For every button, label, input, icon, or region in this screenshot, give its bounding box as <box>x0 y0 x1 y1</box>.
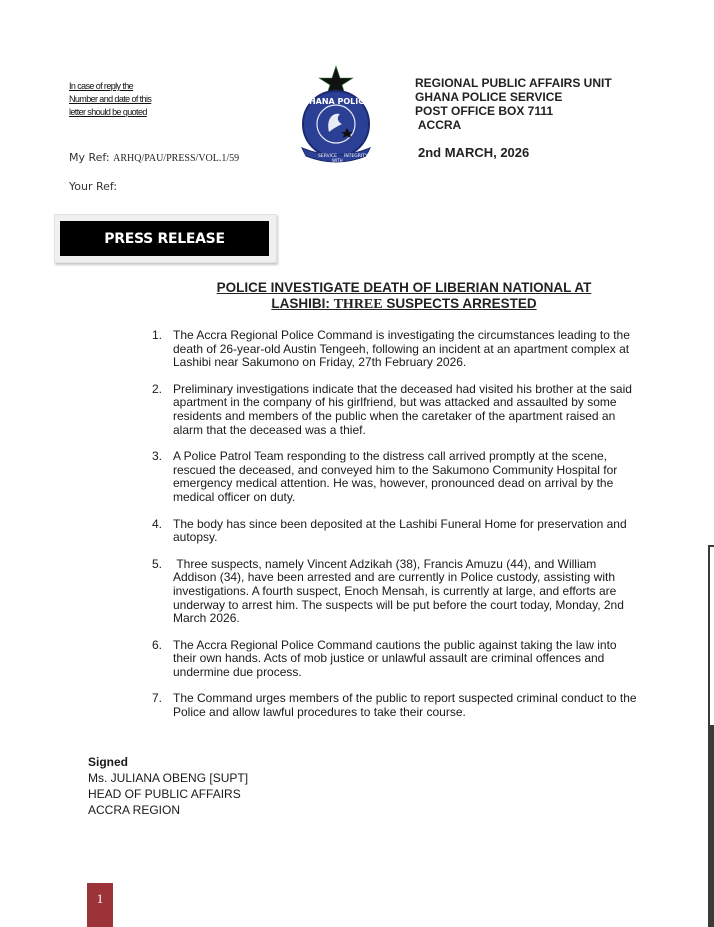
paragraph-text: The Command urges members of the public to report suspected criminal conduct to the Police and allow lawful procedures to take their course. <box>173 691 637 720</box>
svg-text:SERVICE: SERVICE <box>318 154 337 159</box>
signatory-region: ACCRA REGION <box>88 803 181 817</box>
numbered-paragraphs <box>152 329 638 733</box>
my-ref <box>69 151 239 164</box>
paragraph-number: 7. <box>152 691 163 706</box>
press-release-label: PRESS RELEASE <box>60 221 269 256</box>
paragraph-number: 2. <box>152 381 163 396</box>
paragraph-text: The Accra Regional Police Command cautions the public against taking the law into their own hands. Acts of mob justice or unlawful assault are criminal offences and undermine due process. <box>173 637 617 679</box>
address-line: REGIONAL PUBLIC AFFAIRS UNIT <box>415 76 612 90</box>
address-line: ACCRA <box>415 118 462 132</box>
paragraph-text: Preliminary investigations indicate that the deceased had visited his brother at the said apartment in the company of his girlfriend, but was attacked and assaulted by some residents and members of the public when the caretaker of the apartment raised an alarm that the deceased was a thief. <box>173 381 632 437</box>
paragraph-item <box>152 450 638 504</box>
headline-line-2 <box>190 296 618 313</box>
signature-block <box>88 754 248 818</box>
reply-note-line: Number and date of this <box>69 94 152 104</box>
svg-text:GHANA POLICE: GHANA POLICE <box>302 97 370 106</box>
my-ref-label: My Ref: <box>69 151 110 164</box>
reply-note-line: letter should be quoted <box>69 107 147 117</box>
paragraph-item <box>152 692 638 719</box>
signatory-name: Ms. JULIANA OBENG [SUPT] <box>88 771 249 785</box>
svg-text:INTEGRITY: INTEGRITY <box>344 154 368 159</box>
press-release-banner <box>54 214 277 263</box>
paragraph-number: 3. <box>152 449 163 464</box>
headline-part: SUSPECTS ARRESTED <box>382 296 537 311</box>
paragraph-number: 6. <box>152 637 163 652</box>
paragraph-number: 4. <box>152 516 163 531</box>
paragraph-item <box>152 383 638 437</box>
sender-address <box>415 76 612 132</box>
signatory-title: HEAD OF PUBLIC AFFAIRS <box>88 787 241 801</box>
svg-text:WITH: WITH <box>332 158 343 163</box>
headline <box>190 280 618 313</box>
your-ref-label: Your Ref: <box>69 180 118 193</box>
headline-line-1: POLICE INVESTIGATE DEATH OF LIBERIAN NATIONAL AT <box>216 280 592 295</box>
paragraph-item <box>152 558 638 626</box>
paragraph-item <box>152 518 638 545</box>
ghana-police-crest-icon <box>284 62 388 168</box>
paragraph-text: The Accra Regional Police Command is investigating the circumstances leading to the death of 26-year-old Austin Tengeeh, following an incident at an apartment complex at Lashibi near Sakumono on Friday, 27th February 2026. <box>173 328 630 370</box>
my-ref-value: ARHQ/PAU/PRESS/VOL.1/59 <box>113 153 240 164</box>
address-line: POST OFFICE BOX 7111 <box>415 104 554 118</box>
reply-note-line: In case of reply the <box>69 81 134 91</box>
signed-label: Signed <box>88 755 129 769</box>
paragraph-item <box>152 639 638 680</box>
page-number-badge: 1 <box>87 883 113 927</box>
headline-part: THREE <box>333 297 383 312</box>
your-ref <box>69 180 117 193</box>
reply-note <box>69 80 151 119</box>
headline-part: LASHIBI: <box>271 296 334 311</box>
paragraph-number: 5. <box>152 556 163 571</box>
paragraph-number: 1. <box>152 328 163 342</box>
paragraph-text: Three suspects, namely Vincent Adzikah (38), Francis Amuzu (44), and William Addison (34), have been arrested and are currently in Police custody, assisting with investigations. A fourth suspect, Enoch Mensah, is currently at large, and efforts are underway to arrest him. The suspects will be put before the court today, Monday, 2nd March 2026. <box>173 556 628 626</box>
paragraph-text: A Police Patrol Team responding to the distress call arrived promptly at the scene, rescued the deceased, and conveyed him to the Sakumono Community Hospital for emergency medical attention. He was, however, pronounced dead on arrival by the medical officer on duty. <box>173 449 618 504</box>
paragraph-text: The body has since been deposited at the Lashibi Funeral Home for preservation and autopsy. <box>173 516 627 545</box>
release-date: 2nd MARCH, 2026 <box>418 145 530 160</box>
scrollbar-thumb[interactable] <box>708 725 714 927</box>
address-line: GHANA POLICE SERVICE <box>415 90 563 104</box>
paragraph-item <box>152 329 638 370</box>
